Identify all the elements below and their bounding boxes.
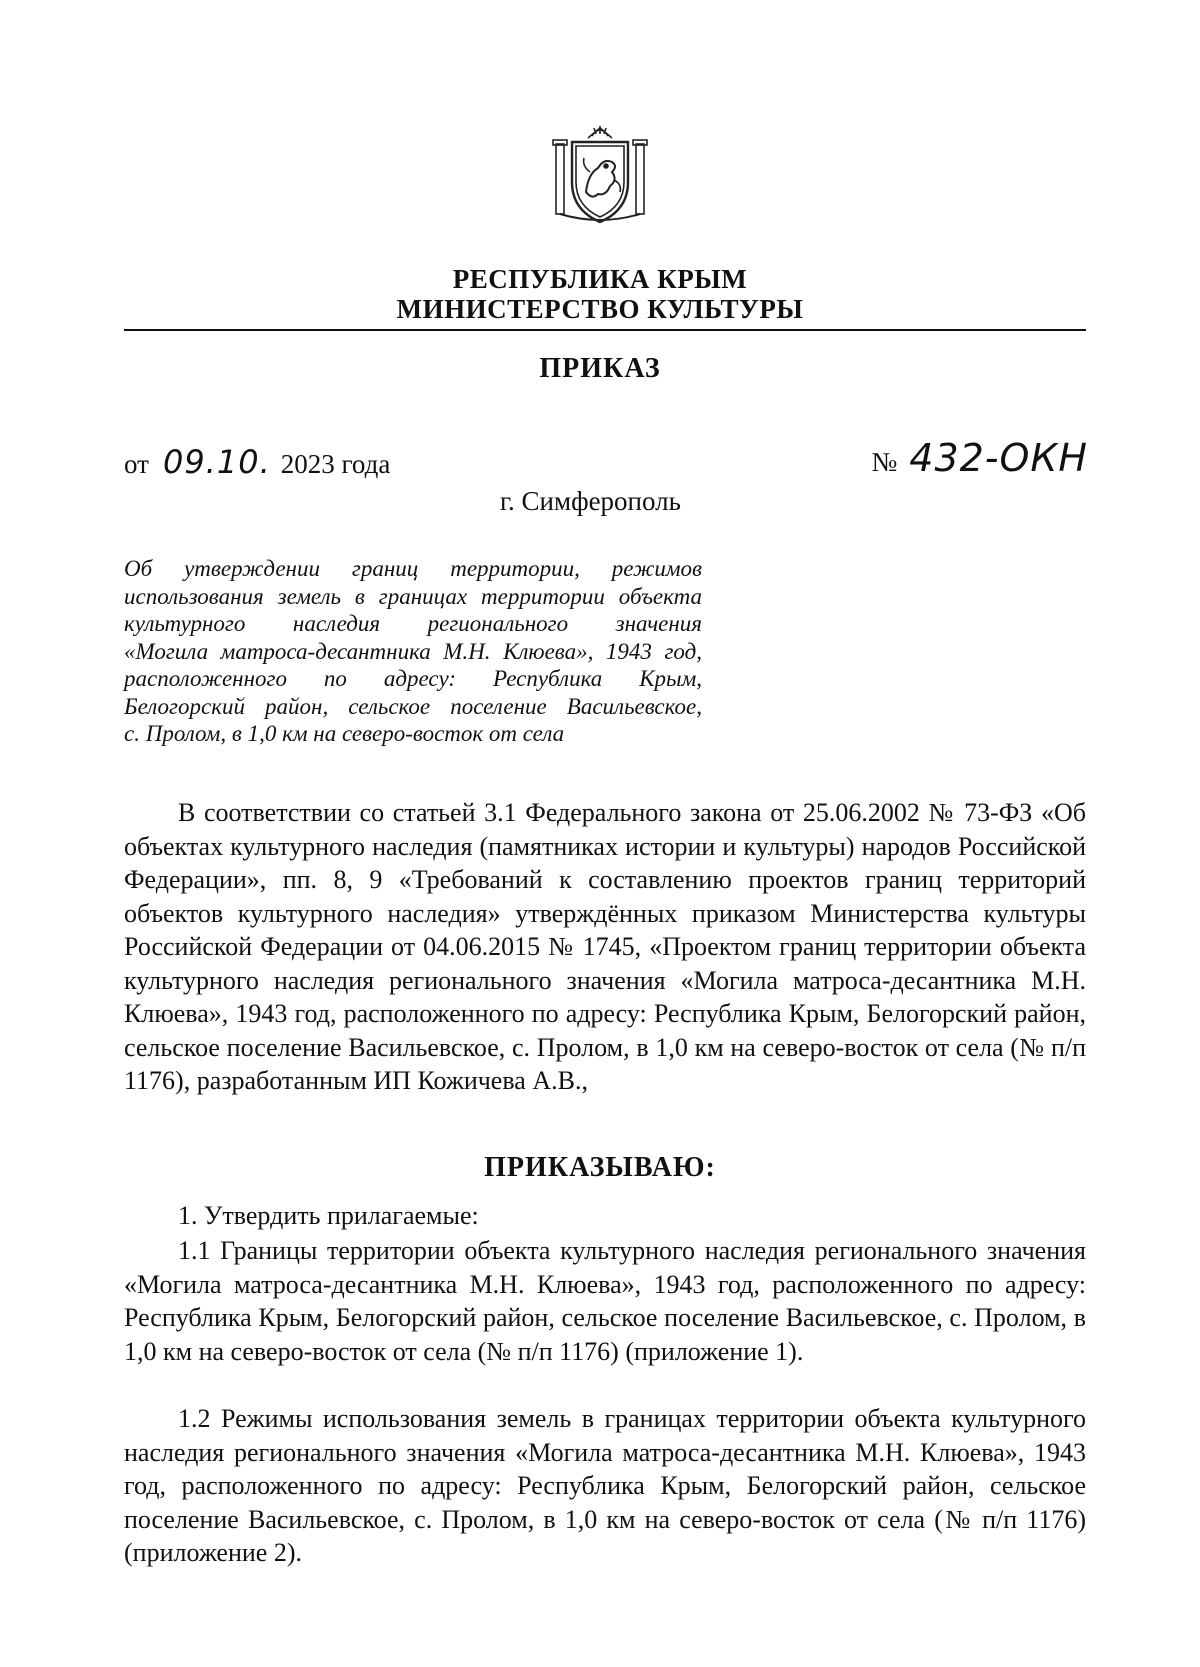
- header-divider: [124, 329, 1086, 331]
- order-number: [872, 436, 1088, 480]
- subject-line: Белогорский район, сельское поселение Васильевское,: [124, 693, 702, 719]
- document-type: ПРИКАЗ: [539, 353, 661, 384]
- subject-line: «Могила матроса-десантника М.Н. Клюева», 1943 год,: [124, 638, 702, 664]
- order-subject: [124, 555, 702, 748]
- subject-line: культурного наследия регионального значения: [124, 611, 702, 636]
- subject-line: Об утверждении границ территории, режимов: [124, 556, 702, 581]
- city: г. Симферополь: [500, 486, 681, 516]
- order-word: ПРИКАЗЫВАЮ:: [484, 1152, 716, 1183]
- date-year: 2023 года: [280, 449, 391, 479]
- date-handwritten: 09.10.: [162, 443, 271, 481]
- republic-title: РЕСПУБЛИКА КРЫМ: [452, 264, 748, 294]
- number-handwritten: 432-ОКН: [909, 436, 1088, 480]
- number-prefix: №: [871, 447, 898, 477]
- subject-line: расположенного по адресу: Республика Крым,: [124, 666, 702, 691]
- subject-line: с. Пролом, в 1,0 км на северо-восток от села: [124, 721, 565, 746]
- preamble-paragraph: В соответствии со статьей 3.1 Федерального закона от 25.06.2002 № 73-ФЗ «Об объектах культурного наследия (памятниках истории и культуры) народов Российской Федерации», пп. 8, 9 «Требований к составлению проектов границ территорий объектов культурного наследия» утверждённых приказом Министерства культуры Российской Федерации от 04.06.2015 № 1745, «Проектом границ территории объекта культурного наследия регионального значения «Могила матроса-десантника М.Н. Клюева», 1943 год, расположенного по адресу: Республика Крым, Белогорский район, сельское поселение Васильевское, с. Пролом, в 1,0 км на северо-восток от села (№ п/п 1176), разработанным ИП Кожичева А.В.,: [124, 798, 1086, 1095]
- order-date: [124, 443, 390, 481]
- item-1-1: 1.1 Границы территории объекта культурного наследия регионального значения «Могила матроса-десантника М.Н. Клюева», 1943 год, расположенного по адресу: Республика Крым, Белогорский район, сельское поселение Васильевское, с. Пролом, в 1,0 км на северо-восток от села (№ п/п 1176) (приложение 1).: [124, 1236, 1086, 1366]
- item-1: 1. Утвердить прилагаемые:: [178, 1201, 479, 1230]
- item-1-2: 1.2 Режимы использования земель в границах территории объекта культурного наследия регионального значения «Могила матроса-десантника М.Н. Клюева», 1943 год, расположенного по адресу: Республика Крым, Белогорский район, сельское поселение Васильевское, с. Пролом, в 1,0 км на северо-восток от села (№ п/п 1176) (приложение 2).: [124, 1404, 1086, 1567]
- subject-line: использования земель в границах территории объекта: [124, 583, 702, 609]
- ministry-title: МИНИСТЕРСТВО КУЛЬТУРЫ: [396, 294, 804, 324]
- crimea-coat-of-arms-icon: [548, 122, 652, 230]
- date-prefix: от: [124, 449, 149, 479]
